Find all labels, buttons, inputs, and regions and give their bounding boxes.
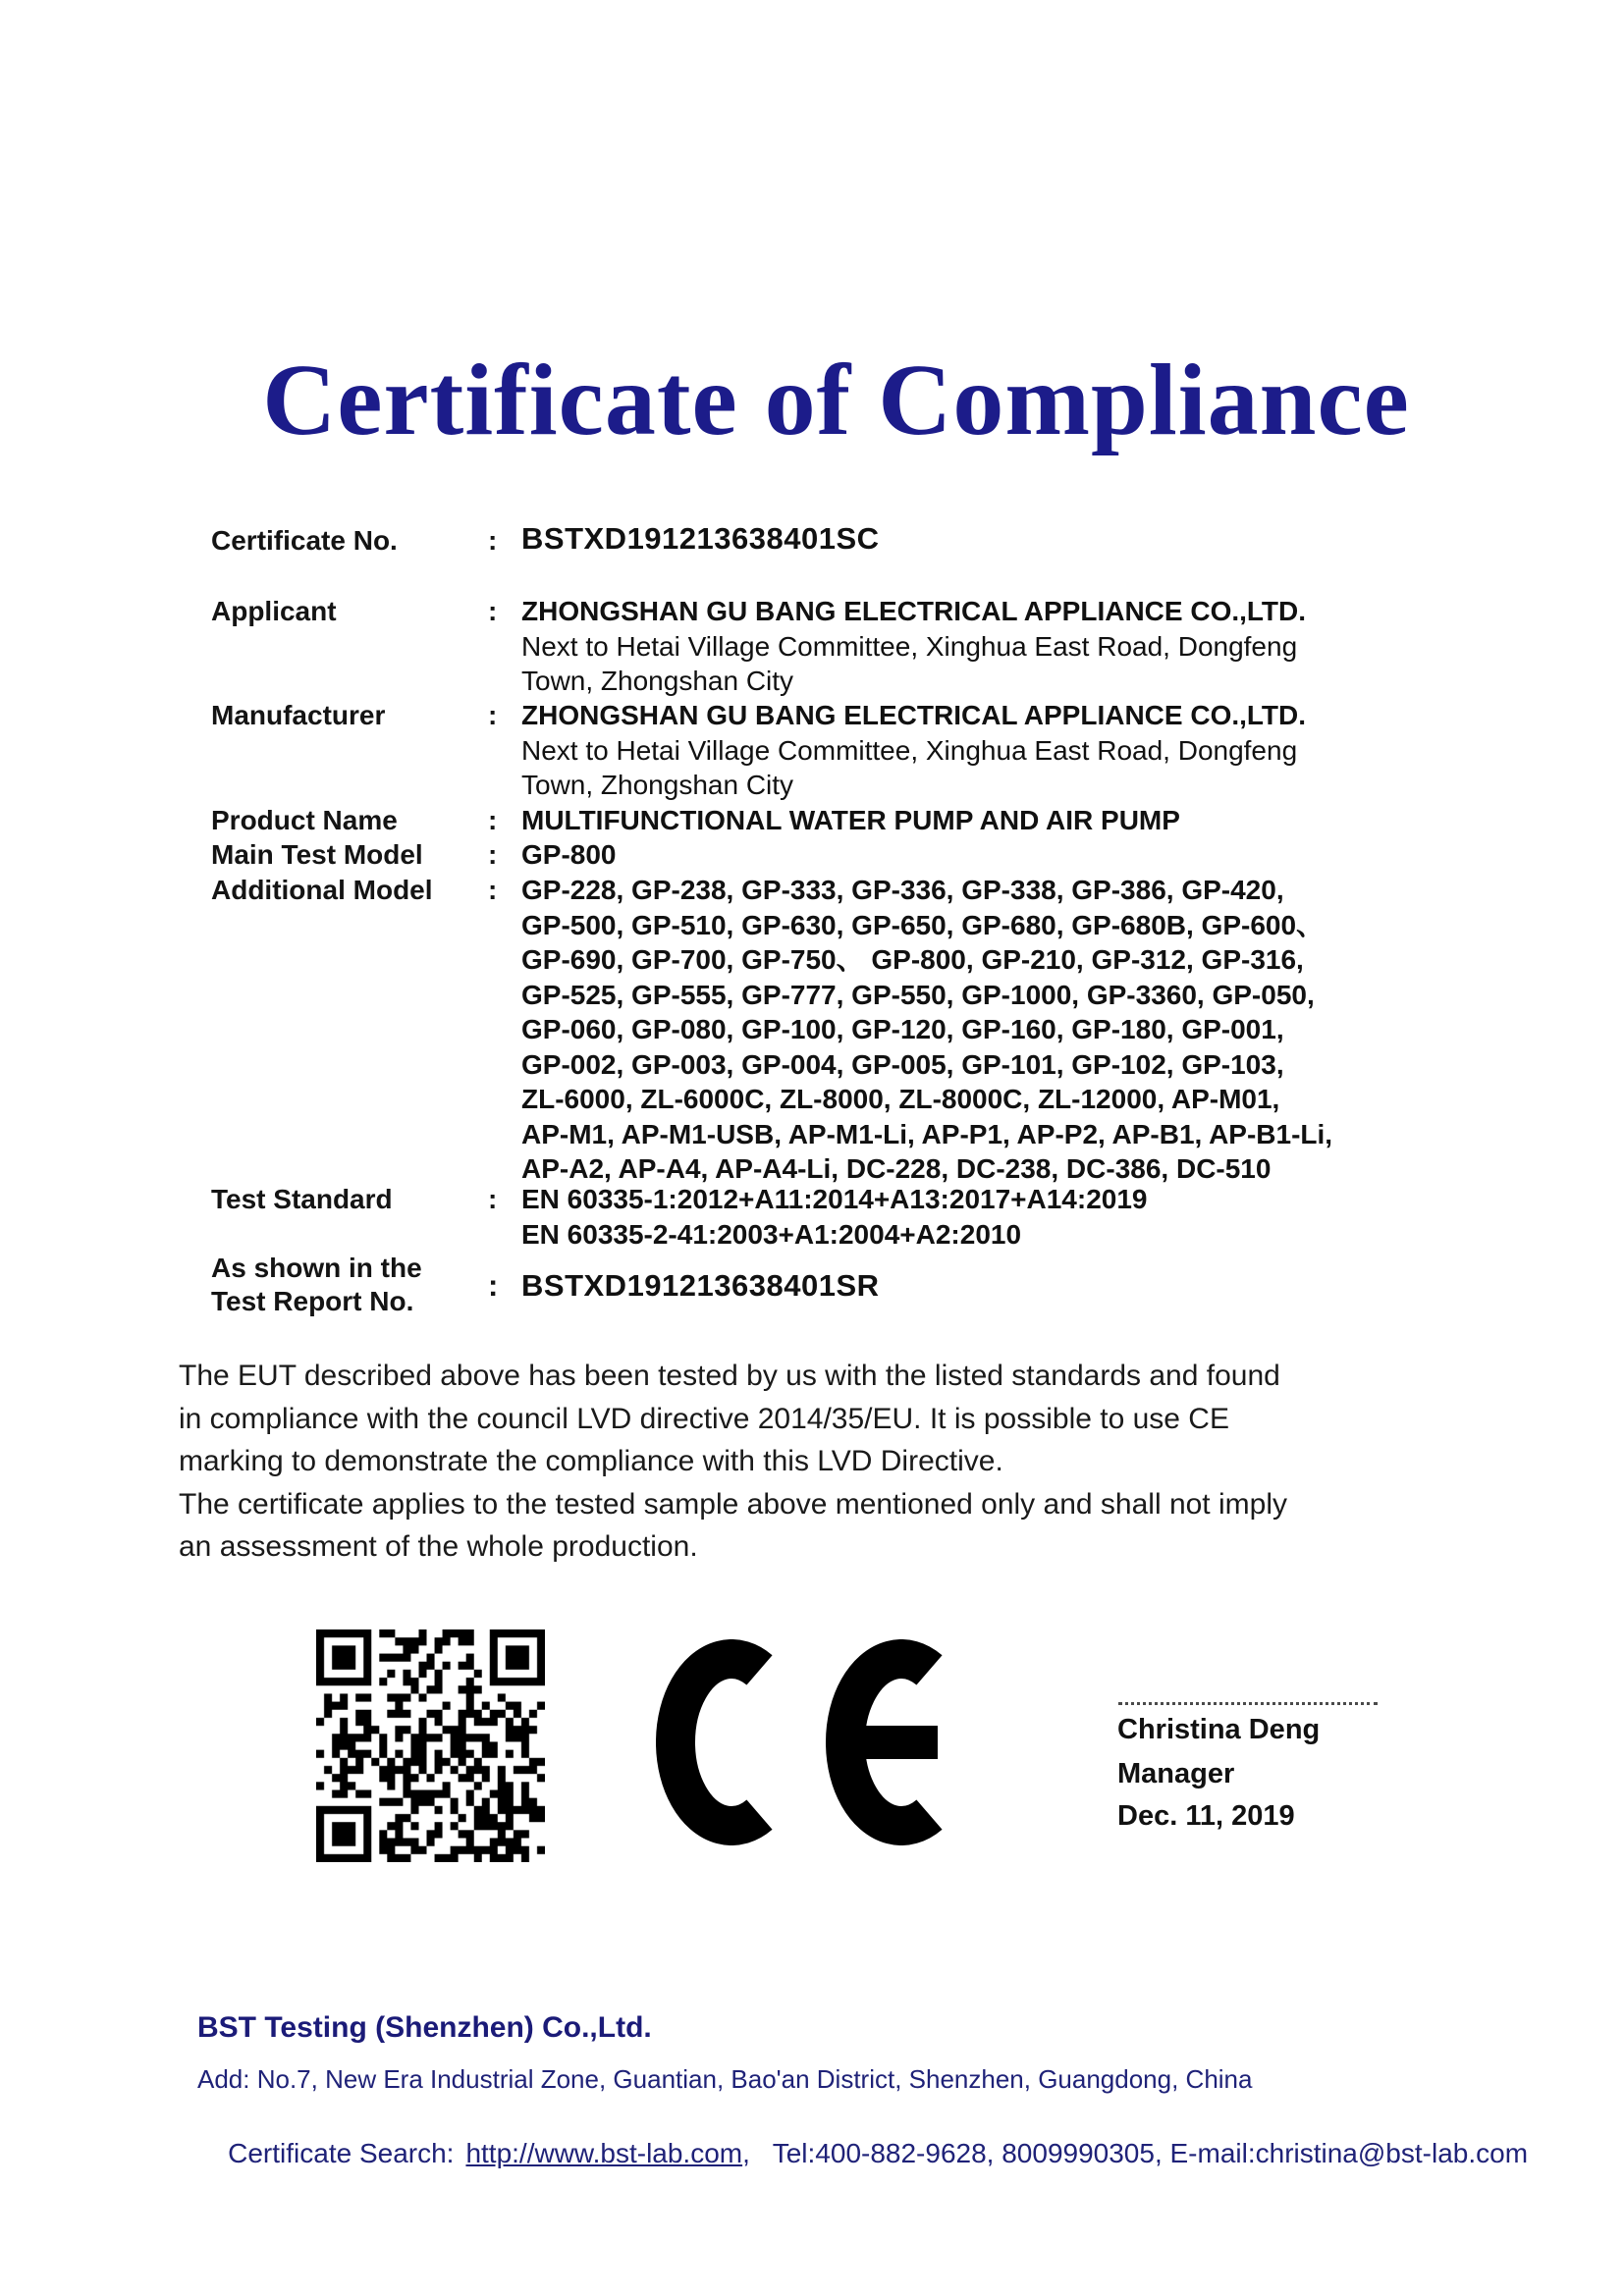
signature-dotted-line (1118, 1702, 1378, 1705)
manufacturer-value (521, 698, 1425, 803)
certificate-no-label: Certificate No. (211, 525, 398, 556)
manufacturer-company-name: ZHONGSHAN GU BANG ELECTRICAL APPLIANCE CO.,LTD. (521, 700, 1307, 730)
statement-line: The EUT described above has been tested by us with the listed standards and found (179, 1360, 1280, 1392)
main-test-model-value: GP-800 (521, 839, 617, 870)
product-name-value: MULTIFUNCTIONAL WATER PUMP AND AIR PUMP (521, 805, 1180, 835)
certificate-no-value: BSTXD191213638401SC (521, 521, 880, 556)
lab-company-name: BST Testing (Shenzhen) Co.,Ltd. (197, 2011, 652, 2044)
test-report-label (211, 1252, 486, 1318)
test-report-label-line1: As shown in the (211, 1253, 422, 1283)
test-report-value: BSTXD191213638401SR (521, 1268, 880, 1303)
certificate-search-link[interactable]: http://www.bst-lab.com (465, 2138, 743, 2168)
contact-info: , Tel:400-882-9628, 8009990305, E-mail:christina@bst-lab.com (742, 2138, 1529, 2168)
certificate-search-line (197, 2104, 1528, 2204)
colon-separator: : (488, 596, 498, 626)
signature-block (1117, 1702, 1379, 1705)
colon-separator: : (488, 1184, 498, 1214)
signature-date: Dec. 11, 2019 (1117, 1800, 1295, 1832)
colon-separator: : (488, 839, 498, 870)
certificate-search-label: Certificate Search: (228, 2138, 455, 2168)
signatory-name: Christina Deng (1117, 1714, 1321, 1745)
page-title: Certificate of Compliance (262, 344, 1410, 456)
manufacturer-address-line2: Town, Zhongshan City (521, 770, 794, 800)
manufacturer-label: Manufacturer (211, 700, 386, 730)
applicant-address-line1: Next to Hetai Village Committee, Xinghua East Road, Dongfeng (521, 630, 1298, 662)
model-list-line: GP-500, GP-510, GP-630, GP-650, GP-680, GP-680B, GP-600、 (521, 909, 1325, 940)
test-standard-value (521, 1182, 1425, 1252)
test-standard-label: Test Standard (211, 1184, 393, 1214)
model-list-line: GP-690, GP-700, GP-750、 GP-800, GP-210, GP-312, GP-316, (521, 944, 1304, 975)
applicant-value (521, 594, 1425, 699)
signatory-title: Manager (1117, 1758, 1235, 1789)
model-list-line: ZL-6000, ZL-6000C, ZL-8000, ZL-8000C, ZL-12000, AP-M01, (521, 1084, 1280, 1114)
applicant-address-line2: Town, Zhongshan City (521, 666, 794, 696)
ce-mark-icon (656, 1639, 949, 1845)
statement-line: The certificate applies to the tested sample above mentioned only and shall not imply (179, 1487, 1287, 1521)
additional-model-label: Additional Model (211, 875, 433, 905)
colon-separator: : (488, 1268, 499, 1303)
manufacturer-address-line1: Next to Hetai Village Committee, Xinghua East Road, Dongfeng (521, 734, 1298, 766)
model-list-line: GP-228, GP-238, GP-333, GP-336, GP-338, GP-386, GP-420, (521, 875, 1284, 905)
test-standard-line: EN 60335-1:2012+A11:2014+A13:2017+A14:2019 (521, 1184, 1148, 1214)
model-list-line: GP-525, GP-555, GP-777, GP-550, GP-1000, GP-3360, GP-050, (521, 979, 1315, 1010)
colon-separator: : (488, 875, 498, 905)
test-standard-line: EN 60335-2-41:2003+A1:2004+A2:2010 (521, 1218, 1022, 1250)
statement-line: marking to demonstrate the compliance with this LVD Directive. (179, 1445, 1003, 1477)
colon-separator: : (488, 525, 498, 556)
applicant-label: Applicant (211, 596, 337, 626)
statement-line: in compliance with the council LVD directive 2014/35/EU. It is possible to use CE (179, 1402, 1229, 1435)
qr-code (316, 1629, 545, 1862)
compliance-statement (179, 1355, 1435, 1569)
model-list-line: GP-060, GP-080, GP-100, GP-120, GP-160, GP-180, GP-001, (521, 1014, 1284, 1044)
test-report-label-line2: Test Report No. (211, 1286, 414, 1316)
additional-model-value (521, 873, 1425, 1187)
model-list-line: AP-M1, AP-M1-USB, AP-M1-Li, AP-P1, AP-P2, AP-B1, AP-B1-Li, (521, 1118, 1333, 1149)
colon-separator: : (488, 805, 498, 835)
lab-address: Add: No.7, New Era Industrial Zone, Guantian, Bao'an District, Shenzhen, Guangdong, China (197, 2064, 1253, 2094)
colon-separator: : (488, 700, 498, 730)
product-name-label: Product Name (211, 805, 398, 835)
applicant-company-name: ZHONGSHAN GU BANG ELECTRICAL APPLIANCE CO.,LTD. (521, 596, 1307, 626)
main-test-model-label: Main Test Model (211, 839, 423, 870)
model-list-line: GP-002, GP-003, GP-004, GP-005, GP-101, GP-102, GP-103, (521, 1048, 1284, 1080)
statement-line: an assessment of the whole production. (179, 1530, 698, 1563)
model-list-line: AP-A2, AP-A4, AP-A4-Li, DC-228, DC-238, DC-386, DC-510 (521, 1153, 1272, 1184)
